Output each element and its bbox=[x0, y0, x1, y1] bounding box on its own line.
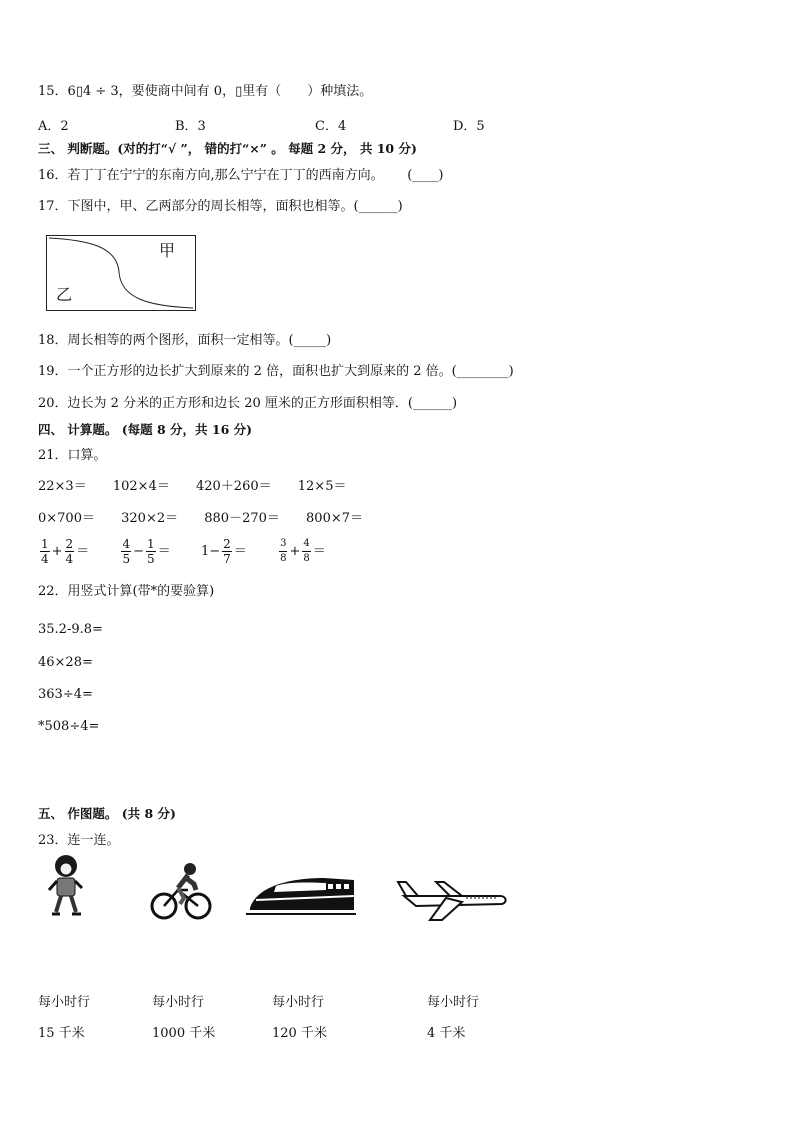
fraction: $\frac{1}{4}$ bbox=[41, 537, 49, 566]
q21-row-1 bbox=[38, 479, 368, 495]
operator: + bbox=[51, 544, 63, 559]
figure-17 bbox=[46, 235, 196, 311]
calc-item: 0×700＝ bbox=[38, 511, 95, 526]
q22-item: 46×28= bbox=[38, 655, 93, 670]
q18-text: 18．周长相等的两个图形，面积一定相等。(_____) bbox=[38, 333, 332, 348]
q22-item: *508÷4= bbox=[38, 719, 100, 734]
fraction: $\frac{4}{5}$ bbox=[122, 537, 131, 566]
q22-title: 22．用竖式计算(带*的要验算) bbox=[38, 584, 215, 599]
calc-item: 22×3＝ bbox=[38, 479, 87, 494]
q15-option-c[interactable]: C．4 bbox=[315, 119, 347, 134]
q21-title: 21．口算。 bbox=[38, 448, 107, 463]
calc-item: 12×5＝ bbox=[297, 479, 347, 494]
speed-value[interactable]: 15 千米 bbox=[38, 1026, 85, 1041]
q23-title: 23．连一连。 bbox=[38, 833, 120, 848]
speed-label: 每小时行 bbox=[38, 995, 91, 1010]
fraction: $\frac{2}{7}$ bbox=[223, 537, 231, 566]
equals: ＝ bbox=[233, 544, 247, 559]
operator: 1− bbox=[200, 544, 221, 559]
section-5-title: 五、 作图题。 (共 8 分) bbox=[38, 806, 176, 821]
calc-item: 420＋260＝ bbox=[195, 479, 272, 494]
speed-value[interactable]: 120 千米 bbox=[272, 1026, 327, 1041]
equals: ＝ bbox=[76, 544, 90, 559]
equals: ＝ bbox=[157, 544, 171, 559]
speed-label: 每小时行 bbox=[272, 995, 325, 1010]
fraction: $\frac{4}{8}$ bbox=[303, 538, 310, 564]
fraction: $\frac{1}{5}$ bbox=[147, 537, 155, 566]
speed-value[interactable]: 4 千米 bbox=[427, 1026, 466, 1041]
q21-row-2 bbox=[38, 511, 385, 527]
q15-option-b[interactable]: B．3 bbox=[175, 119, 206, 134]
fraction: $\frac{2}{4}$ bbox=[65, 537, 74, 566]
q22-item: 35.2-9.8= bbox=[38, 622, 103, 637]
speed-value[interactable]: 1000 千米 bbox=[152, 1026, 216, 1041]
q22-item: 363÷4= bbox=[38, 687, 93, 702]
figure-label-yi: 乙 bbox=[56, 285, 73, 304]
airplane-icon[interactable] bbox=[396, 876, 508, 922]
q15-option-d[interactable]: D．5 bbox=[453, 119, 485, 134]
speed-label: 每小时行 bbox=[152, 995, 205, 1010]
figure-label-jia: 甲 bbox=[159, 241, 176, 260]
calc-item: 800×7＝ bbox=[306, 511, 364, 526]
q15-stem: 15．6▯4 ÷ 3，要使商中间有 0，▯里有（ ）种填法。 bbox=[38, 84, 373, 99]
cyclist-icon[interactable] bbox=[150, 860, 212, 922]
q17-text: 17．下图中，甲、乙两部分的周长相等，面积也相等。(______) bbox=[38, 199, 403, 214]
fraction: $\frac{3}{8}$ bbox=[280, 538, 287, 564]
high-speed-train-icon[interactable] bbox=[246, 870, 358, 920]
q16-text: 16．若丁丁在宁宁的东南方向,那么宁宁在丁丁的西南方向。 (____) bbox=[38, 168, 444, 183]
speed-label: 每小时行 bbox=[427, 995, 480, 1010]
operator: + bbox=[289, 544, 301, 559]
calc-item: 320×2＝ bbox=[121, 511, 179, 526]
calc-item: 880－270＝ bbox=[204, 511, 280, 526]
operator: − bbox=[133, 544, 145, 559]
calc-item: 102×4＝ bbox=[112, 479, 170, 494]
section-3-title: 三、 判断题。(对的打“√ ”， 错的打“×” 。 每题 2 分， 共 10 分) bbox=[38, 141, 417, 156]
q19-text: 19．一个正方形的边长扩大到原来的 2 倍，面积也扩大到原来的 2 倍。(________) bbox=[38, 364, 514, 379]
section-4-title: 四、 计算题。 (每题 8 分，共 16 分) bbox=[38, 422, 253, 437]
q20-text: 20．边长为 2 分米的正方形和边长 20 厘米的正方形面积相等．(______) bbox=[38, 396, 458, 411]
q15-option-a[interactable]: A．2 bbox=[38, 119, 69, 134]
q21-fraction-row bbox=[38, 536, 326, 568]
walking-child-icon[interactable] bbox=[44, 854, 88, 918]
equals: ＝ bbox=[312, 544, 326, 559]
